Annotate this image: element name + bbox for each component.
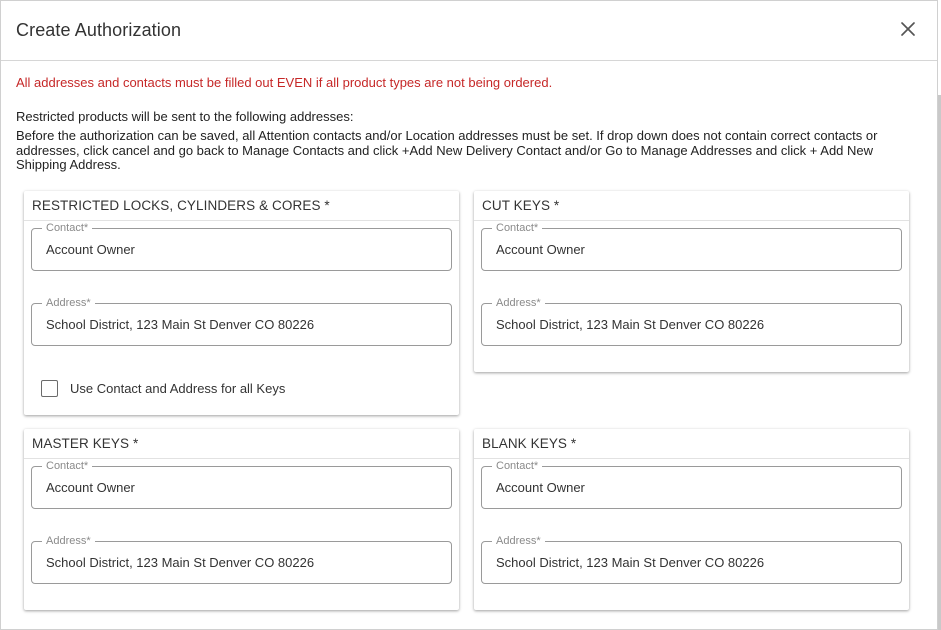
field-value: School District, 123 Main St Denver CO 80226 — [46, 317, 315, 332]
master-keys-contact-field[interactable] — [31, 460, 452, 509]
field-value: School District, 123 Main St Denver CO 80226 — [496, 555, 765, 570]
warning-message: All addresses and contacts must be filled out EVEN if all product types are not being ordered. — [16, 75, 553, 90]
use-for-all-keys-row[interactable] — [41, 380, 285, 397]
cut-keys-card — [474, 191, 909, 372]
blank-keys-address-field[interactable] — [481, 535, 902, 584]
card-title: MASTER KEYS * — [24, 429, 459, 459]
field-label: Address* — [492, 297, 545, 309]
field-label: Contact* — [492, 460, 542, 472]
field-label: Address* — [42, 297, 95, 309]
field-label: Address* — [42, 535, 95, 547]
use-for-all-keys-checkbox[interactable] — [41, 380, 58, 397]
intro-text: Restricted products will be sent to the following addresses: — [16, 109, 354, 124]
field-label: Contact* — [492, 222, 542, 234]
field-label: Contact* — [42, 222, 92, 234]
cut-keys-address-field[interactable] — [481, 297, 902, 346]
field-label: Contact* — [42, 460, 92, 472]
checkbox-label: Use Contact and Address for all Keys — [70, 381, 286, 396]
master-keys-address-field[interactable] — [31, 535, 452, 584]
card-title: BLANK KEYS * — [474, 429, 909, 459]
cut-keys-contact-field[interactable] — [481, 222, 902, 271]
restricted-address-field[interactable] — [31, 297, 452, 346]
field-value: Account Owner — [496, 242, 585, 257]
field-value: Account Owner — [46, 242, 135, 257]
dialog-header — [1, 1, 937, 61]
restricted-contact-field[interactable] — [31, 222, 452, 271]
card-title: RESTRICTED LOCKS, CYLINDERS & CORES * — [24, 191, 459, 221]
blank-keys-card — [474, 429, 909, 610]
dialog-title: Create Authorization — [16, 20, 182, 40]
restricted-locks-card — [24, 191, 459, 415]
card-title: CUT KEYS * — [474, 191, 909, 221]
field-value: Account Owner — [496, 480, 585, 495]
field-value: School District, 123 Main St Denver CO 80226 — [46, 555, 315, 570]
field-value: School District, 123 Main St Denver CO 80226 — [496, 317, 765, 332]
field-label: Address* — [492, 535, 545, 547]
instructions-text: Before the authorization can be saved, all Attention contacts and/or Location addresses must be set. If drop down does not contain correct contacts or addresses, click cancel and go back to Manage Contacts and click +Add New Delivery Contact and/or Go to Manage Addresses and click + Add New Shipping Address. — [16, 128, 878, 172]
close-button[interactable] — [897, 18, 919, 40]
field-value: Account Owner — [46, 480, 135, 495]
close-icon — [897, 18, 919, 40]
dialog-body — [1, 62, 937, 630]
blank-keys-contact-field[interactable] — [481, 460, 902, 509]
master-keys-card — [24, 429, 459, 610]
